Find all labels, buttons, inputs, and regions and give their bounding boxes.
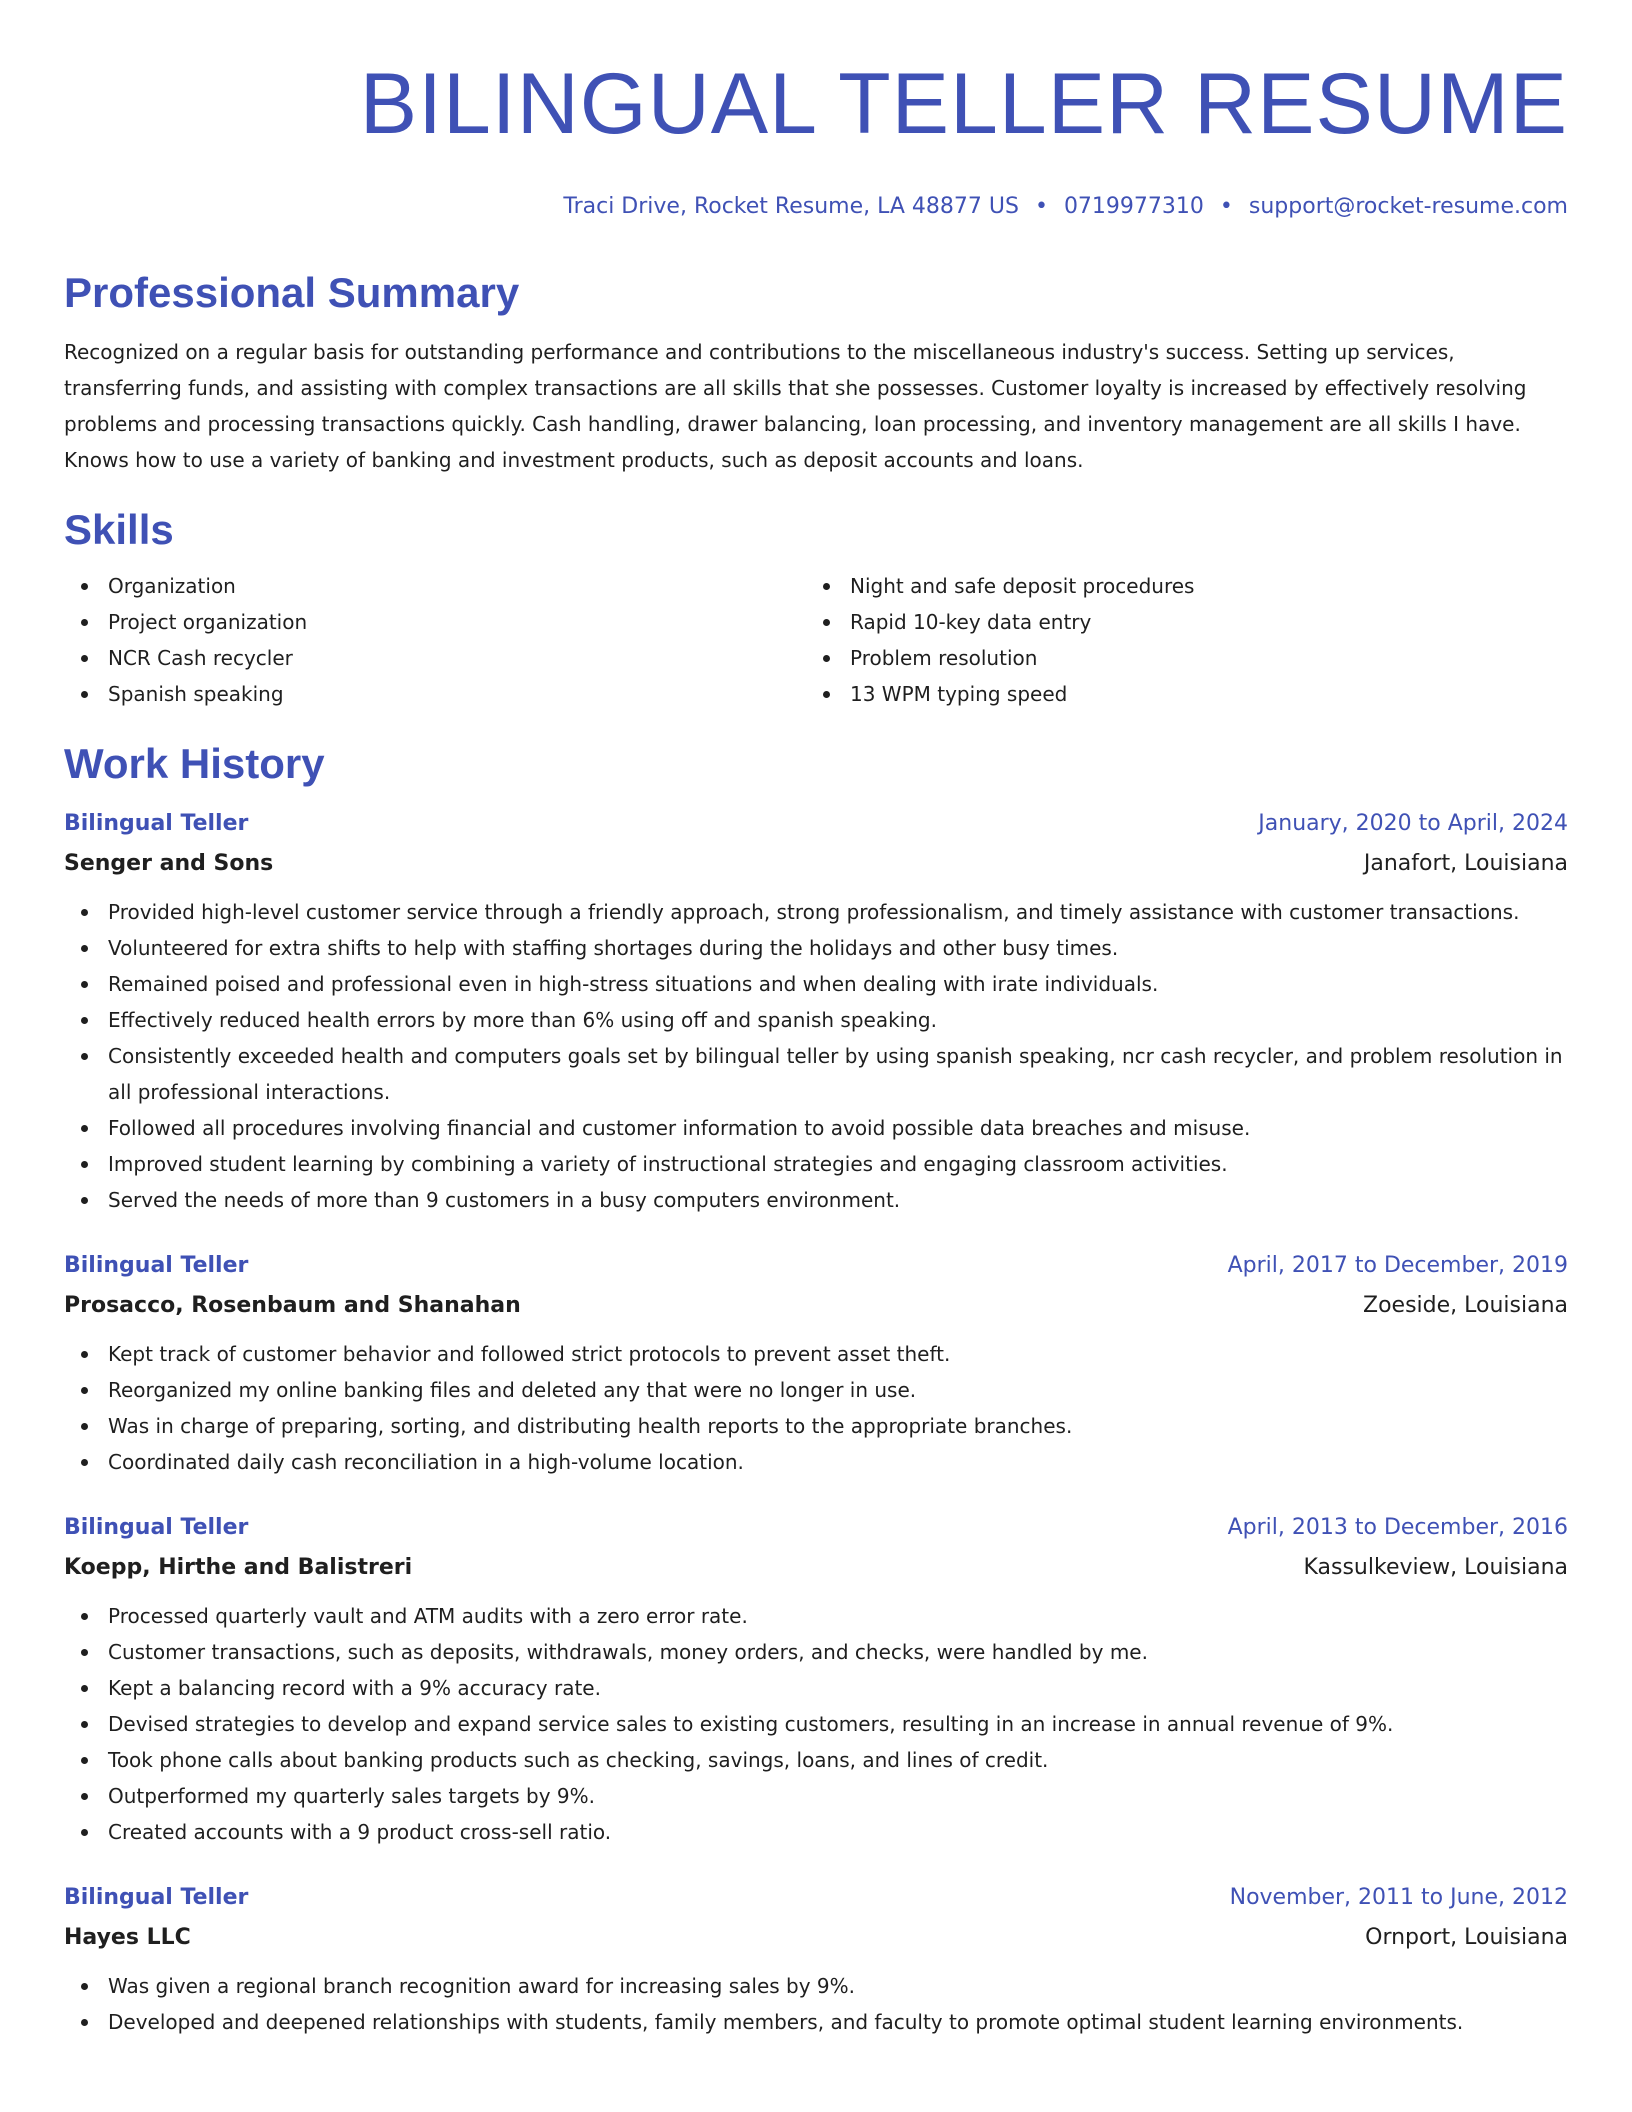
job-location: Janafort, Louisiana (1363, 851, 1568, 876)
skills-column-right (806, 568, 1548, 712)
resume-title: BILINGUAL TELLER RESUME (359, 56, 1568, 152)
skill-item: Project organization (64, 604, 806, 640)
job-entry (64, 810, 1568, 1218)
job-bullet: Was given a regional branch recognition award for increasing sales by 9%. (64, 1968, 1568, 2004)
skill-item: NCR Cash recycler (64, 640, 806, 676)
job-company: Prosacco, Rosenbaum and Shanahan (64, 1293, 521, 1318)
job-title: Bilingual Teller (64, 1253, 249, 1278)
job-bullet: Provided high-level customer service through a friendly approach, strong professionalism, and timely assistance with customer transactions. (64, 894, 1568, 930)
summary-text: Recognized on a regular basis for outstanding performance and contributions to the miscellaneous industry's success. Setting up services, transferring funds, and assisting with complex transactions are all skills that she possesses. Customer loyalty is increased by effectively resolving problems and processing transactions quickly. Cash handling, drawer balancing, loan processing, and inventory management are all skills I have. Knows how to use a variety of banking and investment products, such as deposit accounts and loans. (64, 340, 1527, 472)
skills-list (64, 568, 1568, 712)
skill-item: Spanish speaking (64, 676, 806, 712)
skill-item: 13 WPM typing speed (806, 676, 1548, 712)
job-bullets (64, 894, 1568, 1218)
job-bullet: Reorganized my online banking files and deleted any that were no longer in use. (64, 1372, 1568, 1408)
job-bullet: Remained poised and professional even in high-stress situations and when dealing with irate individuals. (64, 966, 1568, 1002)
skill-item: Night and safe deposit procedures (806, 568, 1548, 604)
job-bullet: Outperformed my quarterly sales targets by 9%. (64, 1778, 1568, 1814)
skill-item: Rapid 10-key data entry (806, 604, 1548, 640)
contact-email: support@rocket-resume.com (1248, 194, 1568, 219)
contact-separator: • (1034, 194, 1048, 219)
contact-phone: 0719977310 (1063, 194, 1204, 219)
job-bullet: Consistently exceeded health and computers goals set by bilingual teller by using spanish speaking, ncr cash recycler, and problem resolution in all professional interactions. (64, 1038, 1568, 1110)
job-bullet: Volunteered for extra shifts to help with staffing shortages during the holidays and other busy times. (64, 930, 1568, 966)
job-dates: November, 2011 to June, 2012 (1229, 1885, 1568, 1910)
job-header (64, 1252, 1568, 1280)
contact-separator: • (1219, 194, 1233, 219)
job-bullet: Improved student learning by combining a variety of instructional strategies and engaging classroom activities. (64, 1146, 1568, 1182)
job-company: Senger and Sons (64, 851, 274, 876)
job-header (64, 810, 1568, 838)
job-title: Bilingual Teller (64, 1885, 249, 1910)
job-dates: April, 2017 to December, 2019 (1227, 1253, 1568, 1278)
job-entry (64, 1514, 1568, 1850)
job-company: Hayes LLC (64, 1925, 191, 1950)
job-dates: January, 2020 to April, 2024 (1258, 811, 1568, 836)
job-location: Zoeside, Louisiana (1363, 1293, 1568, 1318)
job-bullet: Devised strategies to develop and expand service sales to existing customers, resulting in an increase in annual revenue of 9%. (64, 1706, 1568, 1742)
job-subheader (64, 1924, 1568, 1952)
job-title: Bilingual Teller (64, 811, 249, 836)
skill-item: Problem resolution (806, 640, 1548, 676)
job-subheader (64, 850, 1568, 878)
job-bullet: Customer transactions, such as deposits, withdrawals, money orders, and checks, were handled by me. (64, 1634, 1568, 1670)
job-company: Koepp, Hirthe and Balistreri (64, 1555, 413, 1580)
skills-heading: Skills (64, 506, 174, 553)
job-bullet: Took phone calls about banking products such as checking, savings, loans, and lines of credit. (64, 1742, 1568, 1778)
job-header (64, 1514, 1568, 1542)
job-bullet: Processed quarterly vault and ATM audits with a zero error rate. (64, 1598, 1568, 1634)
job-location: Kassulkeview, Louisiana (1303, 1555, 1568, 1580)
job-bullet: Developed and deepened relationships with students, family members, and faculty to promote optimal student learning environments. (64, 2004, 1568, 2040)
job-title: Bilingual Teller (64, 1515, 249, 1540)
skill-item: Organization (64, 568, 806, 604)
job-bullet: Served the needs of more than 9 customers in a busy computers environment. (64, 1182, 1568, 1218)
job-bullet: Kept track of customer behavior and followed strict protocols to prevent asset theft. (64, 1336, 1568, 1372)
contact-line (64, 193, 1568, 221)
contact-address: Traci Drive, Rocket Resume, LA 48877 US (563, 194, 1019, 219)
job-bullet: Effectively reduced health errors by more than 6% using off and spanish speaking. (64, 1002, 1568, 1038)
job-bullet: Kept a balancing record with a 9% accuracy rate. (64, 1670, 1568, 1706)
job-bullet: Coordinated daily cash reconciliation in a high-volume location. (64, 1444, 1568, 1480)
resume-page (64, 0, 1568, 2040)
job-bullets (64, 1968, 1568, 2040)
job-bullets (64, 1598, 1568, 1850)
job-location: Ornport, Louisiana (1365, 1925, 1568, 1950)
job-entry (64, 1252, 1568, 1480)
job-bullet: Created accounts with a 9 product cross-sell ratio. (64, 1814, 1568, 1850)
job-header (64, 1884, 1568, 1912)
job-bullet: Followed all procedures involving financial and customer information to avoid possible data breaches and misuse. (64, 1110, 1568, 1146)
job-dates: April, 2013 to December, 2016 (1227, 1515, 1568, 1540)
job-subheader (64, 1292, 1568, 1320)
job-bullets (64, 1336, 1568, 1480)
job-subheader (64, 1554, 1568, 1582)
skills-column-left (64, 568, 806, 712)
job-bullet: Was in charge of preparing, sorting, and distributing health reports to the appropriate branches. (64, 1408, 1568, 1444)
summary-heading: Professional Summary (64, 269, 520, 316)
work-history-heading: Work History (64, 740, 325, 787)
job-entry (64, 1884, 1568, 2040)
